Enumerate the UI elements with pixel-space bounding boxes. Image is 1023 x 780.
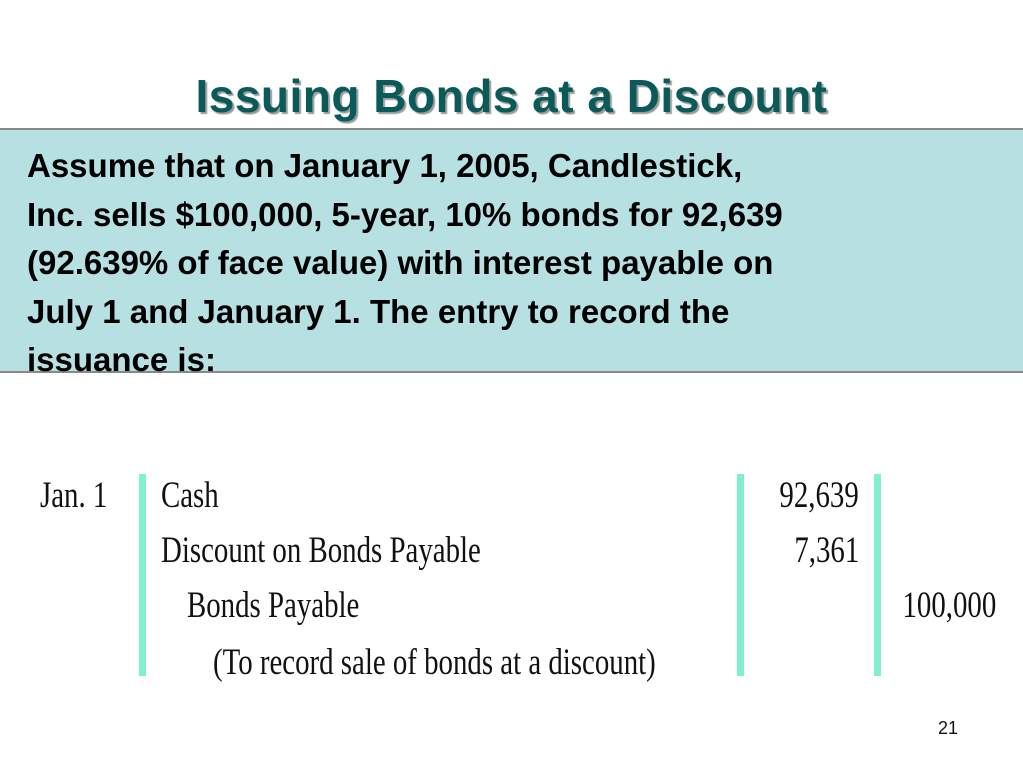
- account-bonds-payable: Bonds Payable: [187, 585, 360, 626]
- entry-date: Jan. 1: [40, 475, 108, 516]
- debit-cash: 92,639: [779, 475, 859, 516]
- credit-bonds-payable: 100,000: [902, 585, 996, 626]
- intro-box: [0, 128, 1023, 378]
- slide-title: Issuing Bonds at a Discount: [195, 70, 828, 122]
- intro-text: Assume that on January 1, 2005, Candlestick, Inc. sells $100,000, 5-year, 10% bonds for 92,639 (92.639% of face value) with interest payable on July 1 and January 1. The entry to record the issuance is:: [27, 147, 783, 378]
- entry-memo: (To record sale of bonds at a discount): [213, 642, 656, 683]
- page-number: 21: [938, 718, 959, 738]
- debit-discount-on-bonds-payable: 7,361: [794, 530, 859, 571]
- account-cash: Cash: [161, 475, 219, 516]
- date-column-divider: [139, 474, 146, 676]
- credit-column-divider: [874, 474, 881, 676]
- debit-column-divider: [737, 474, 744, 676]
- account-discount-on-bonds-payable: Discount on Bonds Payable: [161, 530, 481, 571]
- journal-entry: [0, 462, 1023, 692]
